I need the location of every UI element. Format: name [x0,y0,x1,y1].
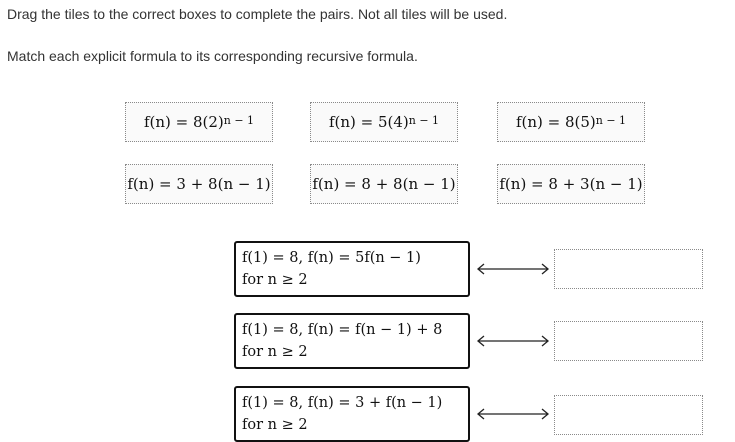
tile-exponent: n − 1 [595,113,627,127]
double-arrow-icon [476,407,550,421]
tile-explicit-2[interactable] [310,102,458,142]
tile-formula: f(n) = 8(5) [515,113,596,131]
drop-target-2[interactable] [554,321,703,361]
tile-explicit-6[interactable] [497,164,645,204]
double-arrow-icon [476,262,550,276]
tile-exponent: n − 1 [223,113,255,127]
recursive-condition: for n ≥ 2 [242,344,308,360]
tile-formula: f(n) = 5(4) [328,113,409,131]
recursive-formula-box-2 [234,313,470,369]
drop-target-3[interactable] [554,395,703,435]
recursive-formula: f(1) = 8, f(n) = 3 + f(n − 1) [242,395,443,411]
tile-explicit-5[interactable] [310,164,458,204]
tile-formula: f(n) = 3 + 8(n − 1) [127,175,271,193]
tile-formula: f(n) = 8 + 3(n − 1) [499,175,643,193]
recursive-formula: f(1) = 8, f(n) = 5f(n − 1) [242,250,421,266]
tile-exponent: n − 1 [408,113,440,127]
tile-formula: f(n) = 8(2) [143,113,224,131]
tile-explicit-4[interactable] [125,164,273,204]
instructions-text: Drag the tiles to the correct boxes to complete the pairs. Not all tiles will be used. [7,6,508,22]
recursive-condition: for n ≥ 2 [242,272,308,288]
recursive-formula: f(1) = 8, f(n) = f(n − 1) + 8 [242,322,443,338]
tile-explicit-1[interactable] [125,102,273,142]
tile-explicit-3[interactable] [497,102,645,142]
task-text: Match each explicit formula to its corresponding recursive formula. [7,48,418,64]
recursive-condition: for n ≥ 2 [242,417,308,433]
tile-formula: f(n) = 8 + 8(n − 1) [312,175,456,193]
recursive-formula-box-3 [234,386,470,442]
recursive-formula-box-1 [234,241,470,297]
drop-target-1[interactable] [554,249,703,289]
double-arrow-icon [476,334,550,348]
